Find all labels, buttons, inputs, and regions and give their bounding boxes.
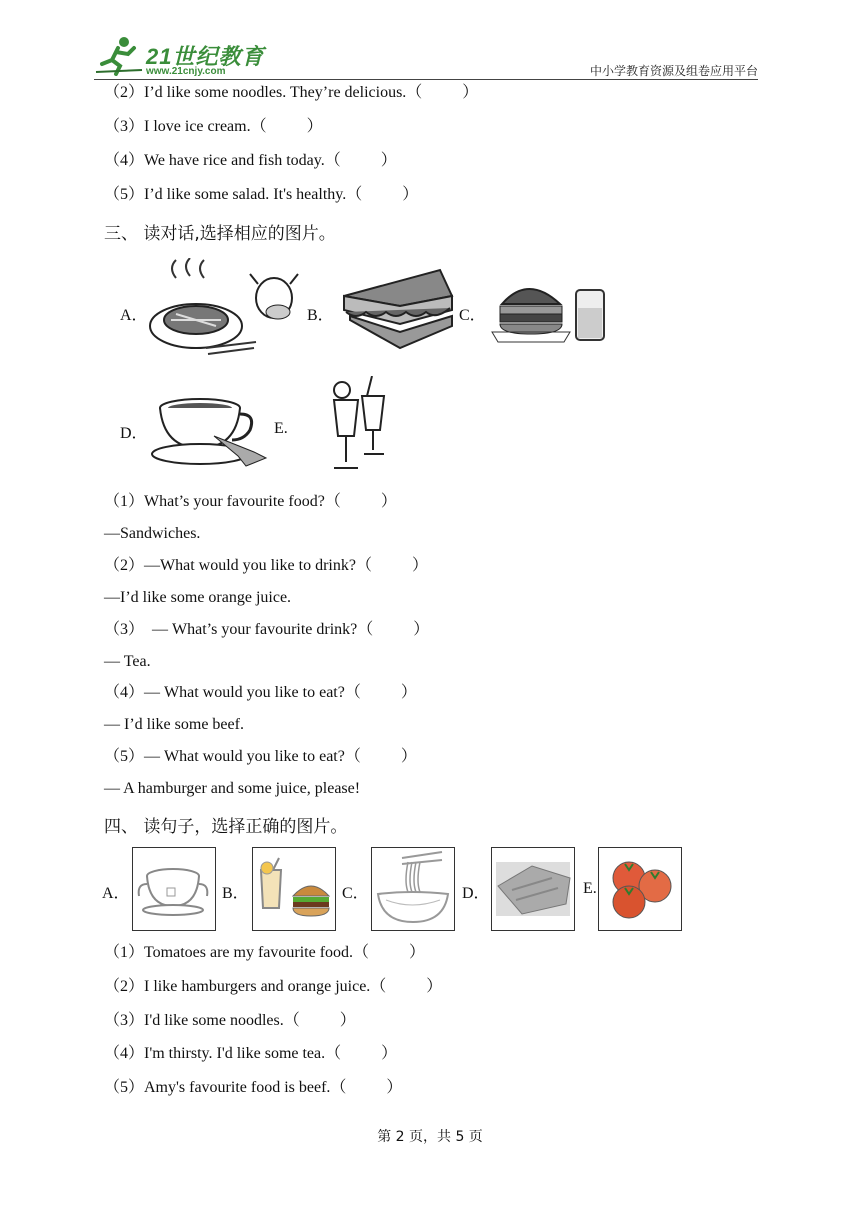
- s3-line-8: — I’d like some beef.: [104, 716, 244, 733]
- s4-picture-b: [252, 847, 336, 931]
- runner-logo-icon: [94, 34, 146, 76]
- s3-label-a: A．: [120, 307, 148, 324]
- s3-line-3: （2）—What would you like to drink?（ ）: [104, 557, 428, 574]
- part2-item-5: （5）I’d like some salad. It's healthy.（ ）: [104, 186, 419, 203]
- logo-main-text: 21世纪教育: [146, 44, 265, 69]
- page-number: 第 2 页，共 5 页: [377, 1129, 483, 1145]
- header-rule: [94, 79, 758, 80]
- beef-icon: [492, 848, 574, 930]
- s4-line-5: （5）Amy's favourite food is beef.（ ）: [104, 1079, 403, 1096]
- s4-line-1: （1）Tomatoes are my favourite food.（ ）: [104, 944, 426, 961]
- s3-label-c: C．: [459, 307, 486, 324]
- hamburger-and-juice-icon: [488, 272, 610, 346]
- s3-line-9: （5）— What would you like to eat?（ ）: [104, 748, 417, 765]
- s4-line-2: （2）I like hamburgers and orange juice.（ ）: [104, 978, 443, 995]
- s3-line-4: —I’d like some orange juice.: [104, 589, 292, 606]
- cold-drinks-icon: [326, 376, 392, 474]
- s4-label-c: C．: [342, 885, 369, 902]
- section3-title: 三、 读对话,选择相应的图片。: [104, 224, 336, 244]
- s3-line-6: — Tea.: [104, 653, 151, 670]
- s3-line-5: （3） — What’s your favourite drink?（ ）: [104, 621, 430, 638]
- steak-and-cow-icon: [146, 258, 306, 360]
- s4-label-a: A．: [102, 885, 130, 902]
- s3-line-1: （1）What’s your favourite food?（ ）: [104, 493, 397, 510]
- s3-label-b: B．: [307, 307, 334, 324]
- part2-item-4: （4）We have rice and fish today.（ ）: [104, 152, 397, 169]
- section4-title: 四、 读句子，选择正确的图片。: [104, 817, 348, 837]
- s4-picture-e: [598, 847, 682, 931]
- s4-label-b: B．: [222, 885, 249, 902]
- s3-line-10: — A hamburger and some juice, please!: [104, 780, 361, 797]
- part2-item-2: （2）I’d like some noodles. They’re delicious.（ ）: [104, 84, 479, 101]
- part2-item-3: （3）I love ice cream.（ ）: [104, 118, 323, 135]
- tea-cup-icon: [150, 382, 270, 468]
- s4-picture-a: [132, 847, 216, 931]
- s4-line-3: （3）I'd like some noodles.（ ）: [104, 1012, 356, 1029]
- logo-url-text: www.21cnjy.com: [146, 66, 226, 77]
- s3-label-d: D．: [120, 425, 148, 442]
- tomatoes-icon: [599, 848, 681, 930]
- s4-label-d: D．: [462, 885, 490, 902]
- tea-cup-icon: [133, 848, 215, 930]
- s4-line-4: （4）I'm thirsty. I'd like some tea.（ ）: [104, 1045, 398, 1062]
- s4-picture-d: [491, 847, 575, 931]
- s3-line-2: —Sandwiches.: [104, 525, 201, 542]
- noodles-icon: [372, 848, 454, 930]
- sandwich-icon: [340, 266, 456, 352]
- s3-line-7: （4）— What would you like to eat?（ ）: [104, 684, 417, 701]
- s4-picture-c: [371, 847, 455, 931]
- juice-and-hamburger-icon: [253, 848, 335, 930]
- s3-label-e: E.: [274, 420, 288, 437]
- s4-label-e: E.: [583, 880, 597, 897]
- platform-name: 中小学教育资源及组卷应用平台: [589, 64, 758, 78]
